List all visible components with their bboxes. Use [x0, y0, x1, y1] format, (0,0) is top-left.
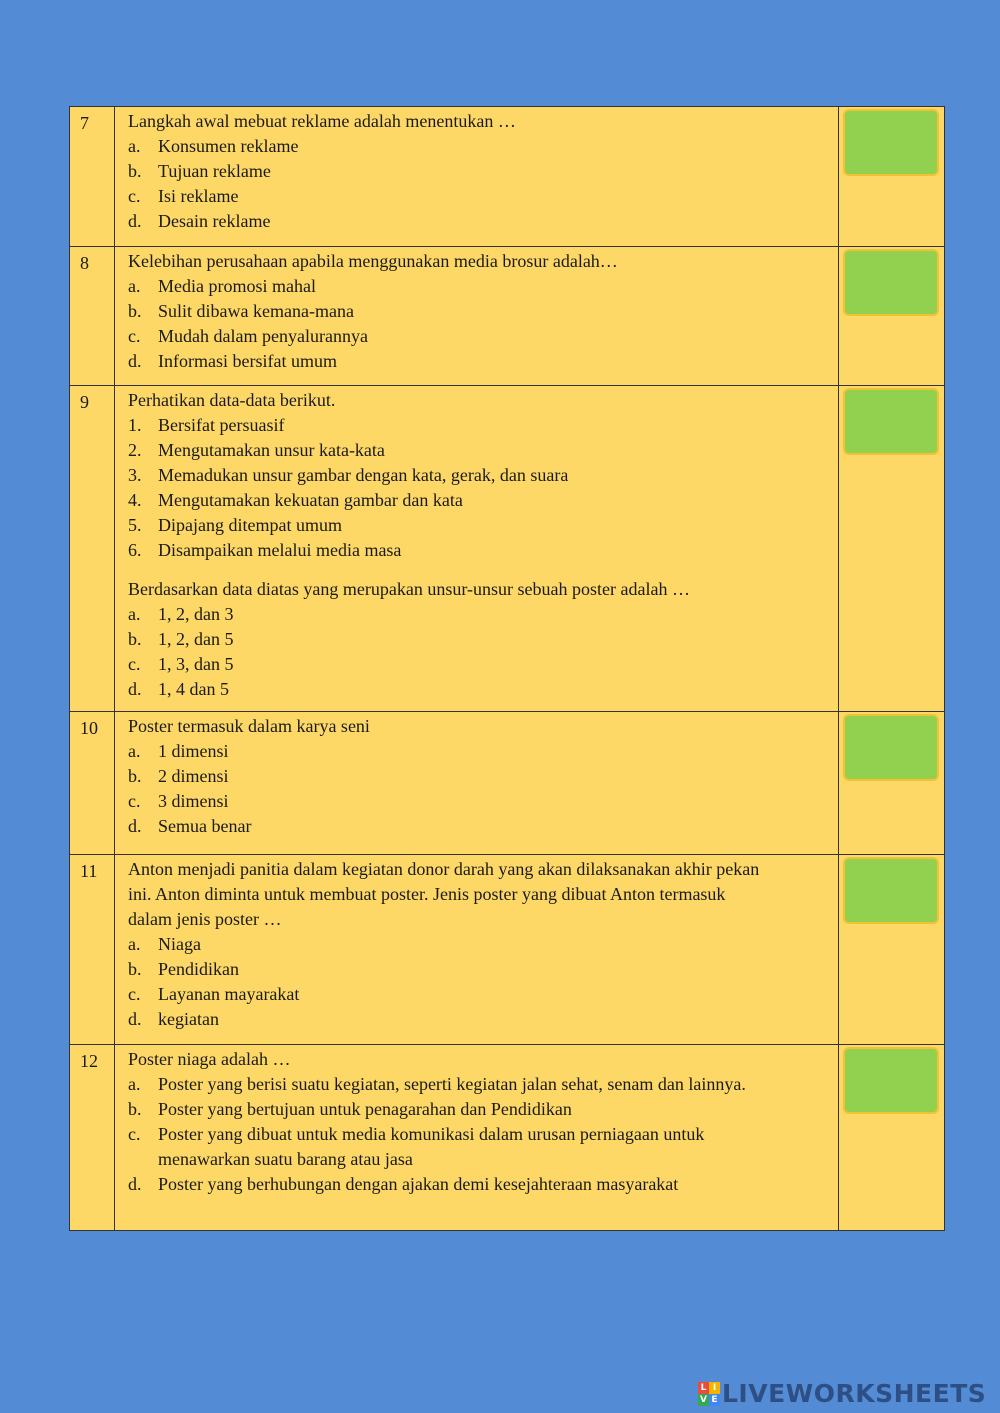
spacer: [128, 563, 834, 577]
option-b: [128, 957, 834, 982]
option-d: [128, 1007, 834, 1032]
option-a: [128, 739, 834, 764]
option-c: [128, 789, 834, 814]
list-text: Dipajang ditempat umum: [158, 515, 342, 535]
question-stem-line: ini. Anton diminta untuk membuat poster. Jenis poster yang dibuat Anton termasuk: [128, 884, 726, 904]
answer-cell: [839, 1045, 945, 1231]
option-label: b.: [128, 766, 142, 786]
logo-mark-letter: V: [698, 1394, 709, 1406]
question-row-7: [70, 107, 945, 247]
question-content: [115, 712, 839, 855]
option-text: 2 dimensi: [158, 766, 229, 786]
question-row-11: [70, 855, 945, 1045]
option-text: 1, 3, dan 5: [158, 654, 234, 674]
list-label: 4.: [128, 490, 142, 510]
option-label: a.: [128, 934, 141, 954]
question-stem: Poster niaga adalah …: [128, 1049, 291, 1069]
option-c: [128, 1122, 834, 1147]
option-a: [128, 134, 834, 159]
option-label: b.: [128, 161, 142, 181]
option-text: Poster yang bertujuan untuk penagarahan dan Pendidikan: [158, 1099, 572, 1119]
option-label: a.: [128, 741, 141, 761]
answer-cell: [839, 107, 945, 247]
logo-mark-icon: [698, 1382, 720, 1406]
question-stem: Langkah awal mebuat reklame adalah menentukan …: [128, 111, 516, 131]
option-text: Poster yang berisi suatu kegiatan, seperti kegiatan jalan sehat, senam dan lainnya.: [158, 1074, 746, 1094]
option-label: b.: [128, 1099, 142, 1119]
option-label: c.: [128, 1124, 141, 1144]
option-label: a.: [128, 1074, 141, 1094]
option-label: d.: [128, 1174, 142, 1194]
option-text: Sulit dibawa kemana-mana: [158, 301, 354, 321]
option-c-continuation: [128, 1147, 834, 1172]
option-b: [128, 1097, 834, 1122]
option-text: Niaga: [158, 934, 201, 954]
option-a: [128, 274, 834, 299]
option-label: a.: [128, 276, 141, 296]
answer-input-8[interactable]: [843, 249, 939, 316]
answer-cell: [839, 386, 945, 712]
option-label: a.: [128, 604, 141, 624]
question-content: [115, 107, 839, 247]
answer-cell: [839, 712, 945, 855]
question-number: 12: [70, 1045, 115, 1231]
option-a: [128, 1072, 834, 1097]
option-text: Mudah dalam penyalurannya: [158, 326, 368, 346]
list-text: Mengutamakan kekuatan gambar dan kata: [158, 490, 463, 510]
list-label: 5.: [128, 515, 142, 535]
option-c: [128, 982, 834, 1007]
option-text: Pendidikan: [158, 959, 239, 979]
option-label: d.: [128, 816, 142, 836]
question-number: 7: [70, 107, 115, 247]
option-label-blank: [128, 1147, 158, 1172]
question-row-12: [70, 1045, 945, 1231]
question-number: 11: [70, 855, 115, 1045]
option-b: [128, 159, 834, 184]
list-item-4: [128, 488, 834, 513]
logo-mark-letter: E: [709, 1394, 720, 1406]
option-c: [128, 184, 834, 209]
liveworksheets-logo: [698, 1379, 986, 1408]
option-text: Layanan mayarakat: [158, 984, 300, 1004]
option-text: 1, 2, dan 3: [158, 604, 234, 624]
question-row-9: [70, 386, 945, 712]
option-label: d.: [128, 1009, 142, 1029]
question-content: [115, 855, 839, 1045]
option-label: c.: [128, 326, 141, 346]
question-stem: Kelebihan perusahaan apabila menggunakan media brosur adalah…: [128, 251, 618, 271]
option-text: 3 dimensi: [158, 791, 229, 811]
question-stem-2: Berdasarkan data diatas yang merupakan unsur-unsur sebuah poster adalah …: [128, 579, 690, 599]
question-stem-line: Anton menjadi panitia dalam kegiatan donor darah yang akan dilaksanakan akhir pekan: [128, 859, 760, 879]
option-c: [128, 324, 834, 349]
option-text: Poster yang berhubungan dengan ajakan demi kesejahteraan masyarakat: [158, 1174, 679, 1194]
question-row-10: [70, 712, 945, 855]
option-label: d.: [128, 351, 142, 371]
option-label: c.: [128, 984, 141, 1004]
option-text: Desain reklame: [158, 211, 271, 231]
option-label: b.: [128, 959, 142, 979]
option-text: Tujuan reklame: [158, 161, 271, 181]
list-text: Disampaikan melalui media masa: [158, 540, 402, 560]
question-content: [115, 247, 839, 386]
list-label: 3.: [128, 465, 142, 485]
logo-mark-letter: L: [698, 1382, 709, 1394]
question-content: [115, 1045, 839, 1231]
option-d: [128, 814, 834, 839]
option-text: Informasi bersifat umum: [158, 351, 337, 371]
list-item-1: [128, 413, 834, 438]
answer-input-9[interactable]: [843, 388, 939, 455]
option-a: [128, 932, 834, 957]
option-label: d.: [128, 679, 142, 699]
answer-input-11[interactable]: [843, 857, 939, 924]
option-a: [128, 602, 834, 627]
option-text: Isi reklame: [158, 186, 239, 206]
option-text: kegiatan: [158, 1009, 219, 1029]
list-item-6: [128, 538, 834, 563]
question-table: [69, 106, 945, 1231]
question-number: 10: [70, 712, 115, 855]
answer-input-12[interactable]: [843, 1047, 939, 1114]
option-text: Semua benar: [158, 816, 252, 836]
logo-text: LIVEWORKSHEETS: [722, 1379, 987, 1408]
option-d: [128, 677, 834, 702]
list-label: 1.: [128, 415, 142, 435]
list-item-2: [128, 438, 834, 463]
option-label: c.: [128, 654, 141, 674]
question-row-8: [70, 247, 945, 386]
option-b: [128, 299, 834, 324]
list-item-5: [128, 513, 834, 538]
question-number: 9: [70, 386, 115, 712]
option-text: 1, 4 dan 5: [158, 679, 229, 699]
question-stem-line: dalam jenis poster …: [128, 909, 282, 929]
option-c: [128, 652, 834, 677]
question-content: [115, 386, 839, 712]
option-d: [128, 209, 834, 234]
list-text: Memadukan unsur gambar dengan kata, gerak, dan suara: [158, 465, 569, 485]
option-text: Konsumen reklame: [158, 136, 299, 156]
list-text: Bersifat persuasif: [158, 415, 285, 435]
option-text: menawarkan suatu barang atau jasa: [158, 1149, 413, 1169]
option-label: b.: [128, 301, 142, 321]
option-label: b.: [128, 629, 142, 649]
answer-cell: [839, 855, 945, 1045]
list-label: 6.: [128, 540, 142, 560]
answer-cell: [839, 247, 945, 386]
option-text: Poster yang dibuat untuk media komunikasi dalam urusan perniagaan untuk: [158, 1124, 705, 1144]
logo-mark-letter: I: [709, 1382, 720, 1394]
question-stem: Poster termasuk dalam karya seni: [128, 716, 370, 736]
option-label: c.: [128, 791, 141, 811]
option-d: [128, 1172, 834, 1197]
option-d: [128, 349, 834, 374]
list-item-3: [128, 463, 834, 488]
option-label: c.: [128, 186, 141, 206]
option-b: [128, 627, 834, 652]
question-stem: Perhatikan data-data berikut.: [128, 390, 336, 410]
question-number: 8: [70, 247, 115, 386]
option-text: 1 dimensi: [158, 741, 229, 761]
list-text: Mengutamakan unsur kata-kata: [158, 440, 385, 460]
answer-input-10[interactable]: [843, 714, 939, 781]
option-label: a.: [128, 136, 141, 156]
option-text: 1, 2, dan 5: [158, 629, 234, 649]
option-label: d.: [128, 211, 142, 231]
answer-input-7[interactable]: [843, 109, 939, 176]
option-text: Media promosi mahal: [158, 276, 316, 296]
option-b: [128, 764, 834, 789]
list-label: 2.: [128, 440, 142, 460]
